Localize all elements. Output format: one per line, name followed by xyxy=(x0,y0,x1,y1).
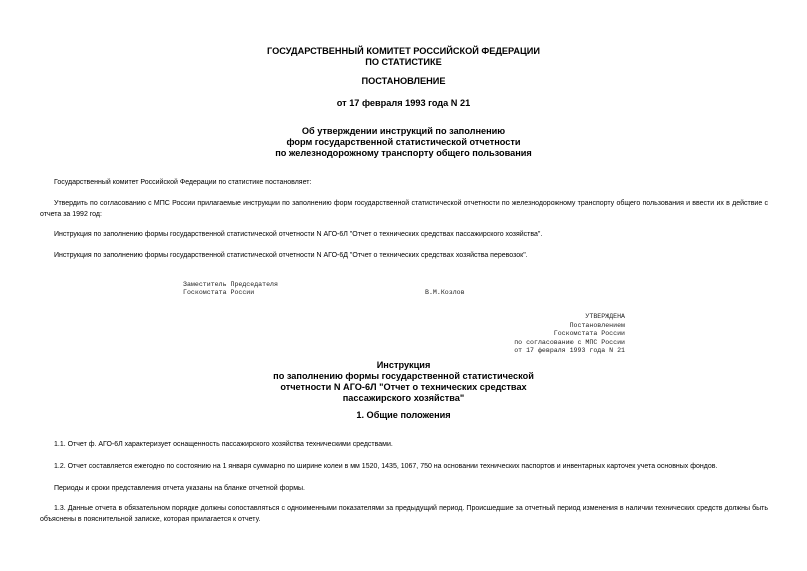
signatory-position-line2: Госкомстата России xyxy=(183,289,255,296)
approval-line5: от 17 февраля 1993 года N 21 xyxy=(514,347,625,354)
clause-periods: Периоды и сроки представления отчета указаны на бланке отчетной формы. xyxy=(54,485,305,492)
section-heading: 1. Общие положения xyxy=(356,410,451,420)
doc-type-heading: ПОСТАНОВЛЕНИЕ xyxy=(361,76,446,86)
doc-title-line3: по железнодорожному транспорту общего пользования xyxy=(275,148,532,158)
instruction-title-line3: отчетности N АГО-6Л "Отчет о технических средствах xyxy=(280,382,527,392)
org-name-line1: ГОСУДАРСТВЕННЫЙ КОМИТЕТ РОССИЙСКОЙ ФЕДЕРАЦИИ xyxy=(267,46,540,56)
approval-stamp xyxy=(514,313,625,356)
signatory-position-line1: Заместитель Председателя xyxy=(183,281,278,288)
approval-line2: Постановлением xyxy=(569,321,625,329)
instruction-ago6d-item: Инструкция по заполнению формы государственной статистической отчетности N АГО-6Д "Отчет о технических средствах хозяйства перевозок". xyxy=(54,252,528,259)
instruction-title-line1: Инструкция xyxy=(376,360,431,370)
clause-1-1: 1.1. Отчет ф. АГО-6Л характеризует оснащенность пассажирского хозяйства техническими средствами. xyxy=(54,441,393,448)
clause-1-2: 1.2. Отчет составляется ежегодно по состоянию на 1 января суммарно по ширине колеи в мм 1520, 1435, 1067, 750 на основании технических паспортов и инвентарных карточек учета основных фондов. xyxy=(54,463,718,470)
org-name-line2: ПО СТАТИСТИКЕ xyxy=(365,57,442,67)
decree-intro-paragraph: Государственный комитет Российской Федерации по статистике постановляет: xyxy=(54,179,312,186)
approval-line3: Госкомстата России xyxy=(553,330,625,337)
instruction-title-line2: по заполнению формы государственной статистической xyxy=(273,371,534,381)
doc-title-line2: форм государственной статистической отчетности xyxy=(286,137,521,147)
approval-line1: УТВЕРЖДЕНА xyxy=(585,313,625,320)
decree-main-paragraph: Утвердить по согласованию с МПС России прилагаемые инструкции по заполнению форм государственной статистической отчетности по железнодорожному транспорту общего пользования и ввести их в действие с отчета за 1992 год: xyxy=(40,200,768,218)
doc-title-line1: Об утверждении инструкций по заполнению xyxy=(301,126,506,136)
instruction-title-line4: пассажирского хозяйства" xyxy=(342,393,465,403)
approval-line4: по согласованию с МПС России xyxy=(514,338,625,346)
signatory-name: В.М.Козлов xyxy=(425,289,465,296)
clause-1-3: 1.3. Данные отчета в обязательном порядке должны сопоставляться с одноименными показателями за предыдущий период. Происшедшие за отчетный период изменения в наличии технических средств должны быть объяснены в пояснительной записке, которая прилагается к отчету. xyxy=(40,505,768,523)
instruction-ago6l-item: Инструкция по заполнению формы государственной статистической отчетности N АГО-6Л "Отчет о технических средствах пассажирского хозяйства". xyxy=(54,231,543,238)
doc-date-number: от 17 февраля 1993 года N 21 xyxy=(336,98,471,108)
